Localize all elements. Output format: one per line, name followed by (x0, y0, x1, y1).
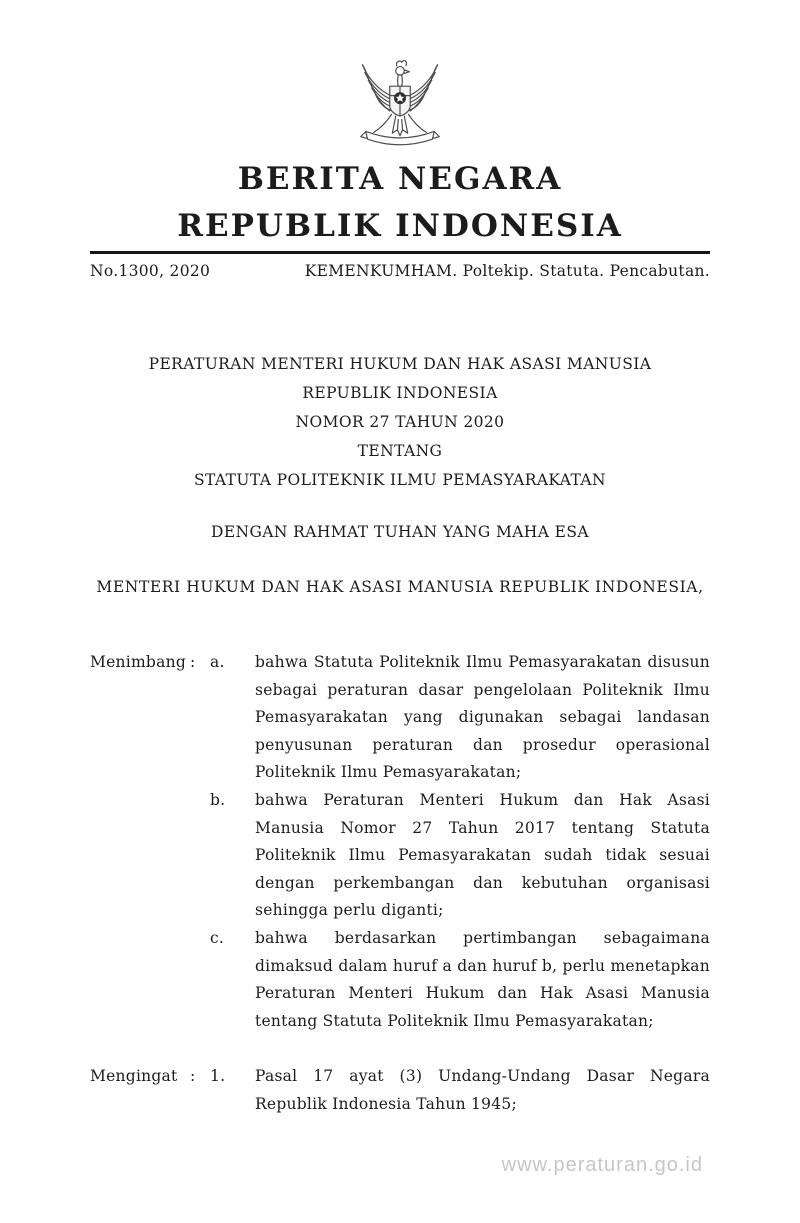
masthead-rule (90, 251, 710, 254)
issue-number: No.1300, 2020 (90, 262, 211, 280)
considerations-label: Menimbang (90, 653, 186, 671)
item-marker: c. (210, 928, 225, 947)
regulation-subject-line: STATUTA POLITEKNIK ILMU PEMASYARAKATAN (194, 471, 606, 489)
considerations-colon: : (190, 653, 196, 671)
consideration-item-c (90, 925, 710, 1035)
item-marker: b. (210, 790, 226, 809)
watermark-text: www.peraturan.go.id (501, 1154, 703, 1176)
item-marker: a. (210, 653, 225, 671)
item-text: bahwa Statuta Politeknik Ilmu Pemasyarakatan disusun sebagai peraturan dasar pengelolaan Politeknik Ilmu Pemasyarakatan yang digunakan sebagai landasan penyusunan peraturan dan prosedur operasional Politeknik Ilmu Pemasyarakatan; (255, 653, 710, 782)
issue-subject: KEMENKUMHAM. Poltekip. Statuta. Pencabutan. (304, 262, 710, 280)
consideration-item-b (90, 787, 710, 925)
regulation-number-line: NOMOR 27 TAHUN 2020 (295, 413, 505, 431)
legal-basis-section (90, 1063, 710, 1118)
authority-line: MENTERI HUKUM DAN HAK ASASI MANUSIA REPUBLIK INDONESIA, (96, 578, 704, 596)
legal-basis-colon: : (190, 1067, 196, 1086)
issue-row (90, 262, 710, 280)
regulation-title-block (90, 350, 710, 495)
legal-basis-item-1 (90, 1063, 710, 1118)
item-text: bahwa berdasarkan pertimbangan sebagaimana dimaksud dalam huruf a dan huruf b, perlu menetapkan Peraturan Menteri Hukum dan Hak Asasi Manusia tentang Statuta Politeknik Ilmu Pemasyarakatan; (255, 928, 710, 1030)
item-text: bahwa Peraturan Menteri Hukum dan Hak Asasi Manusia Nomor 27 Tahun 2017 tentang Statuta Politeknik Ilmu Pemasyarakatan sudah tidak sesuai dengan perkembangan dan kebutuhan organisasi sehingga perlu diganti; (255, 790, 710, 920)
regulation-title-line: PERATURAN MENTERI HUKUM DAN HAK ASASI MANUSIA (148, 355, 652, 373)
legal-basis-label: Mengingat (90, 1067, 178, 1086)
invocation-line: DENGAN RAHMAT TUHAN YANG MAHA ESA (211, 523, 589, 541)
consideration-item-a (90, 649, 710, 787)
regulation-tentang-line: TENTANG (357, 442, 443, 460)
garuda-pancasila-emblem-icon (348, 58, 452, 152)
item-marker: 1. (210, 1067, 226, 1086)
considerations-section (90, 649, 710, 1035)
regulation-title-line: REPUBLIK INDONESIA (302, 384, 498, 402)
item-text: Pasal 17 ayat (3) Undang-Undang Dasar Negara Republik Indonesia Tahun 1945; (255, 1067, 710, 1113)
masthead-title-line1: BERITA NEGARA (237, 161, 563, 197)
masthead-title-line2: REPUBLIK INDONESIA (177, 208, 623, 244)
